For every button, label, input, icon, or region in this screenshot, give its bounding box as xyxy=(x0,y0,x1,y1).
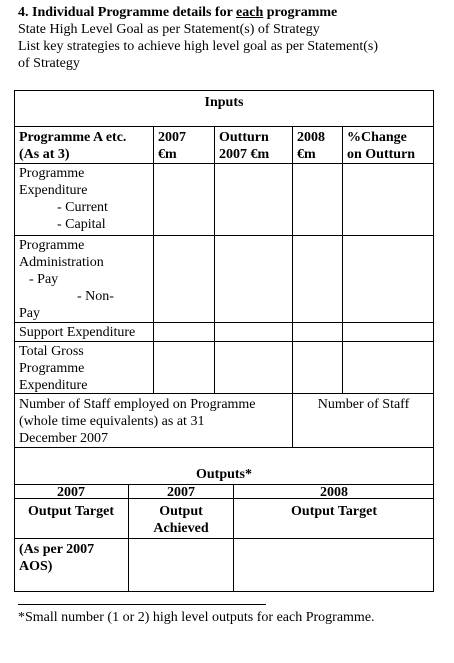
col-header-pct-change: %Change on Outturn xyxy=(347,130,416,162)
col-divider xyxy=(214,126,215,393)
rule xyxy=(14,447,434,448)
strategies-line: List key strategies to achieve high level goal as per Statement(s) xyxy=(18,39,378,54)
rule xyxy=(14,235,434,236)
rule xyxy=(14,163,434,164)
outputs-year-2: 2007 xyxy=(167,485,195,500)
row-label-total-gross: Total Gross Programme Expenditure xyxy=(19,344,88,393)
col-divider xyxy=(292,126,293,393)
outputs-row-label: (As per 2007 AOS) xyxy=(19,542,95,574)
strategies-line-cont: of Strategy xyxy=(18,56,80,71)
outputs-year-3: 2008 xyxy=(320,485,348,500)
col-header-programme: Programme A etc. (As at 3) xyxy=(19,130,127,162)
footnote: *Small number (1 or 2) high level outputs for each Programme. xyxy=(18,610,375,625)
col-divider xyxy=(342,126,343,393)
outputs-col-target-2008: Output Target xyxy=(291,504,377,519)
staff-count-label: Number of Staff xyxy=(317,397,410,412)
col-header-2008: 2008 €m xyxy=(297,130,325,162)
outputs-col-target-2007: Output Target xyxy=(28,504,114,519)
section-title: 4. Individual Programme details for each programme xyxy=(18,5,338,20)
inputs-title: Inputs xyxy=(204,95,244,110)
rule xyxy=(14,341,434,342)
col-header-2007: 2007 €m xyxy=(158,130,186,162)
row-label-programme-expenditure: Programme Expenditure - Current - Capital xyxy=(19,166,108,232)
outputs-title: Outputs* xyxy=(195,467,253,482)
col-divider xyxy=(153,126,154,393)
outputs-col-achieved: Output Achieved xyxy=(153,504,209,536)
rule xyxy=(14,322,434,323)
col-header-outturn-2007: Outturn 2007 €m xyxy=(219,130,270,162)
footnote-rule xyxy=(18,604,266,605)
outputs-year-1: 2007 xyxy=(57,485,85,500)
rule xyxy=(14,538,434,539)
row-label-programme-administration: Programme Administration - Pay - Non- Pay xyxy=(19,238,114,321)
row-label-support-expenditure: Support Expenditure xyxy=(19,325,136,340)
rule xyxy=(14,126,434,127)
staff-label: Number of Staff employed on Programme (whole time equivalents) as at 31 December 2007 xyxy=(19,397,256,446)
section-header xyxy=(18,4,438,72)
goal-line: State High Level Goal as per Statement(s) of Strategy xyxy=(18,22,320,37)
